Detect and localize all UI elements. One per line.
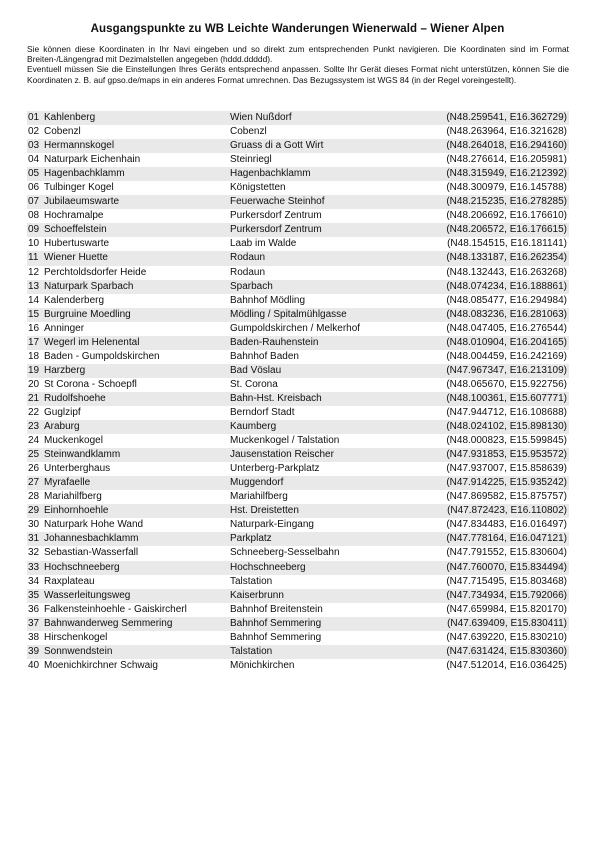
row-number: 16 bbox=[28, 322, 40, 334]
coordinates: (N47.944712, E16.108688) bbox=[446, 407, 567, 418]
starting-point: Hst. Dreistetten bbox=[230, 504, 426, 518]
destination-name: Naturpark Sparbach bbox=[42, 280, 230, 294]
destination-name: Sebastian-Wasserfall bbox=[44, 547, 139, 559]
row-number: 08 bbox=[28, 210, 40, 222]
table-row bbox=[27, 476, 569, 490]
row-number: 40 bbox=[28, 659, 40, 671]
coordinates: (N47.967347, E16.213109) bbox=[426, 364, 569, 378]
destination-name: Hirschenkogel bbox=[44, 631, 108, 643]
destination-name: St Corona - Schoepfl bbox=[44, 378, 137, 390]
coordinates: (N47.760070, E15.834494) bbox=[426, 561, 569, 575]
table-row bbox=[27, 237, 569, 251]
row-number: 15 bbox=[27, 308, 42, 322]
starting-point: Cobenzl bbox=[230, 126, 267, 138]
row-number: 09 bbox=[27, 223, 42, 237]
destination-name: Kalenderberg bbox=[44, 294, 105, 306]
destination-name: Mariahilfberg bbox=[44, 491, 102, 503]
page-title: Ausgangspunkte zu WB Leichte Wanderungen Wienerwald – Wiener Alpen bbox=[90, 23, 505, 35]
destination-name: Muckenkogel bbox=[44, 435, 103, 447]
coordinates: (N48.263964, E16.321628) bbox=[446, 126, 567, 138]
row-number: 35 bbox=[27, 589, 42, 603]
row-number: 02 bbox=[28, 126, 40, 138]
starting-point: Bahnhof Semmering bbox=[230, 617, 426, 631]
starting-point: Unterberg-Parkplatz bbox=[230, 463, 320, 475]
destination-name: Wegerl im Helenental bbox=[42, 336, 230, 350]
coordinates: (N48.100361, E15.607771) bbox=[426, 392, 569, 406]
starting-point: Mödling / Spitalmühlgasse bbox=[230, 308, 426, 322]
starting-points-body bbox=[27, 111, 569, 673]
starting-point: Berndorf Stadt bbox=[230, 407, 295, 418]
row-number: 31 bbox=[27, 532, 42, 546]
table-row bbox=[27, 645, 569, 659]
row-number: 28 bbox=[28, 491, 40, 503]
table-row bbox=[27, 490, 569, 504]
destination-name: Naturpark Hohe Wand bbox=[44, 519, 144, 531]
starting-point: Naturpark-Eingang bbox=[230, 519, 314, 531]
row-number: 36 bbox=[28, 603, 40, 615]
coordinates: (N48.276614, E16.205981) bbox=[446, 154, 567, 166]
starting-point: Muckenkogel / Talstation bbox=[230, 435, 340, 447]
row-number: 12 bbox=[28, 266, 40, 278]
coordinates: (N48.000823, E15.599845) bbox=[446, 435, 567, 447]
row-number: 11 bbox=[27, 251, 42, 265]
coordinates: (N47.639220, E15.830210) bbox=[446, 631, 567, 643]
coordinates: (N48.315949, E16.212392) bbox=[426, 167, 569, 181]
table-row bbox=[27, 181, 569, 195]
row-number: 07 bbox=[27, 195, 42, 209]
row-number: 19 bbox=[27, 364, 42, 378]
coordinates: (N48.259541, E16.362729) bbox=[426, 111, 569, 125]
intro-paragraph-1: Sie können diese Koordinaten in Ihr Navi eingeben und so direkt zum entsprechenden Punkt navigieren. Die Koordinaten sind im Format Breiten-/Längengrad mit Dezimalstellen angegeben (hddd.ddddd). bbox=[27, 44, 569, 65]
table-row bbox=[27, 546, 569, 560]
row-number: 22 bbox=[28, 407, 40, 418]
starting-point: Rodaun bbox=[230, 266, 266, 278]
coordinates: (N48.264018, E16.294160) bbox=[426, 139, 569, 153]
coordinates: (N48.154515, E16.181141) bbox=[447, 238, 567, 250]
table-row bbox=[27, 350, 569, 364]
coordinates: (N47.937007, E15.858639) bbox=[446, 463, 567, 475]
starting-point: Mönichkirchen bbox=[230, 659, 295, 671]
row-number: 17 bbox=[27, 336, 42, 350]
table-row bbox=[27, 266, 569, 280]
row-number: 14 bbox=[28, 294, 40, 306]
row-number: 26 bbox=[28, 463, 40, 475]
destination-name: Hochramalpe bbox=[44, 210, 104, 222]
row-number: 39 bbox=[27, 645, 42, 659]
coordinates: (N47.631424, E15.830360) bbox=[426, 645, 569, 659]
starting-point: Kaumberg bbox=[230, 420, 426, 434]
starting-point: Kaiserbrunn bbox=[230, 589, 426, 603]
coordinates: (N48.133187, E16.262354) bbox=[426, 251, 569, 265]
destination-name: Schoeffelstein bbox=[42, 223, 230, 237]
row-number: 10 bbox=[28, 238, 40, 250]
row-number: 05 bbox=[27, 167, 42, 181]
destination-name: Harzberg bbox=[42, 364, 230, 378]
table-row bbox=[27, 322, 569, 336]
row-number: 24 bbox=[28, 435, 40, 447]
starting-point: Muggendorf bbox=[230, 476, 426, 490]
coordinates: (N47.914225, E15.935242) bbox=[426, 476, 569, 490]
row-number: 27 bbox=[27, 476, 42, 490]
table-row bbox=[27, 251, 569, 265]
row-number: 20 bbox=[28, 378, 40, 390]
coordinates: (N47.512014, E16.036425) bbox=[446, 659, 567, 671]
destination-name: Moenichkirchner Schwaig bbox=[44, 659, 158, 671]
coordinates: (N48.047405, E16.276544) bbox=[446, 322, 567, 334]
destination-name: Naturpark Eichenhain bbox=[44, 154, 141, 166]
destination-name: Wiener Huette bbox=[42, 251, 230, 265]
table-row bbox=[27, 280, 569, 294]
destination-name: Araburg bbox=[42, 420, 230, 434]
starting-point: Feuerwache Steinhof bbox=[230, 195, 426, 209]
table-row bbox=[27, 209, 569, 223]
starting-point: Bahn-Hst. Kreisbach bbox=[230, 392, 426, 406]
starting-point: Hagenbachklamm bbox=[230, 167, 426, 181]
starting-point: Hochschneeberg bbox=[230, 561, 426, 575]
destination-name: Myrafaelle bbox=[42, 476, 230, 490]
coordinates: (N47.872423, E16.110802) bbox=[426, 504, 569, 518]
intro-paragraph-2: Eventuell müssen Sie die Einstellungen Ihres Geräts entsprechend anpassen. Sollte Ihr Gerät dieses Format nicht unterstützen, können Sie die Koordinaten z. B. auf gpso.de/maps in ein anderes Format umrechnen. Das Bezugssystem ist WGS 84 (in der Regel voreingestellt). bbox=[27, 64, 569, 85]
starting-point: Steinriegl bbox=[230, 154, 272, 166]
starting-point: Talstation bbox=[230, 645, 426, 659]
row-number: 23 bbox=[27, 420, 42, 434]
table-row bbox=[27, 294, 569, 308]
table-row bbox=[27, 589, 569, 603]
coordinates: (N48.085477, E16.294984) bbox=[446, 294, 567, 306]
destination-name: Raxplateau bbox=[44, 575, 95, 587]
coordinates: (N48.024102, E15.898130) bbox=[426, 420, 569, 434]
coordinates: (N48.215235, E16.278285) bbox=[426, 195, 569, 209]
starting-point: Jausenstation Reischer bbox=[230, 448, 426, 462]
table-row bbox=[27, 575, 569, 589]
destination-name: Cobenzl bbox=[44, 126, 81, 138]
destination-name: Hochschneeberg bbox=[42, 561, 230, 575]
destination-name: Perchtoldsdorfer Heide bbox=[44, 266, 147, 278]
starting-point: Baden-Rauhenstein bbox=[230, 336, 426, 350]
coordinates: (N47.639409, E15.830411) bbox=[426, 617, 569, 631]
coordinates: (N47.778164, E16.047121) bbox=[426, 532, 569, 546]
coordinates: (N48.132443, E16.263268) bbox=[446, 266, 567, 278]
coordinates: (N48.074234, E16.188861) bbox=[426, 280, 569, 294]
row-number: 38 bbox=[28, 631, 40, 643]
table-row bbox=[27, 308, 569, 322]
table-row bbox=[27, 631, 569, 645]
row-number: 37 bbox=[27, 617, 42, 631]
table-row bbox=[27, 336, 569, 350]
destination-name: Tulbinger Kogel bbox=[44, 182, 114, 194]
starting-point: Bahnhof Mödling bbox=[230, 294, 306, 306]
coordinates: (N47.834483, E16.016497) bbox=[446, 519, 567, 531]
table-row bbox=[27, 420, 569, 434]
starting-point: Sparbach bbox=[230, 280, 426, 294]
table-row bbox=[27, 617, 569, 631]
table-row bbox=[27, 223, 569, 237]
destination-name: Wasserleitungsweg bbox=[42, 589, 230, 603]
destination-name: Steinwandklamm bbox=[42, 448, 230, 462]
table-row bbox=[27, 364, 569, 378]
coordinates: (N48.206692, E16.176610) bbox=[446, 210, 567, 222]
starting-point: Purkersdorf Zentrum bbox=[230, 223, 426, 237]
row-number: 25 bbox=[27, 448, 42, 462]
destination-name: Hubertuswarte bbox=[44, 238, 110, 250]
coordinates: (N47.659984, E15.820170) bbox=[446, 603, 567, 615]
destination-name: Unterberghaus bbox=[44, 463, 111, 475]
coordinates: (N47.791552, E15.830604) bbox=[446, 547, 567, 559]
starting-point: Gruass di a Gott Wirt bbox=[230, 139, 426, 153]
destination-name: Einhornhoehle bbox=[42, 504, 230, 518]
destination-name: Anninger bbox=[44, 322, 85, 334]
row-number: 06 bbox=[28, 182, 40, 194]
destination-name: Baden - Gumpoldskirchen bbox=[44, 350, 160, 362]
row-number: 33 bbox=[27, 561, 42, 575]
starting-point: Talstation bbox=[230, 575, 273, 587]
table-row bbox=[27, 406, 569, 420]
intro-text bbox=[27, 44, 569, 85]
destination-name: Bahnwanderweg Semmering bbox=[42, 617, 230, 631]
destination-name: Hermannskogel bbox=[42, 139, 230, 153]
row-number: 03 bbox=[27, 139, 42, 153]
row-number: 32 bbox=[28, 547, 40, 559]
destination-name: Jubilaeumswarte bbox=[42, 195, 230, 209]
row-number: 30 bbox=[28, 519, 40, 531]
table-row bbox=[27, 392, 569, 406]
destination-name: Burgruine Moedling bbox=[42, 308, 230, 322]
starting-point: Parkplatz bbox=[230, 532, 426, 546]
table-row bbox=[27, 153, 569, 167]
row-number: 18 bbox=[28, 350, 40, 362]
coordinates: (N48.300979, E16.145788) bbox=[446, 182, 567, 194]
table-row bbox=[27, 518, 569, 532]
table-row bbox=[27, 111, 569, 125]
starting-point: Purkersdorf Zentrum bbox=[230, 210, 322, 222]
starting-points-table bbox=[27, 111, 569, 673]
coordinates: (N48.083236, E16.281063) bbox=[426, 308, 569, 322]
coordinates: (N48.206572, E16.176615) bbox=[426, 223, 569, 237]
coordinates: (N47.715495, E15.803468) bbox=[446, 575, 567, 587]
destination-name: Rudolfshoehe bbox=[42, 392, 230, 406]
table-row bbox=[27, 561, 569, 575]
table-row bbox=[27, 139, 569, 153]
starting-point: Schneeberg-Sesselbahn bbox=[230, 547, 340, 559]
coordinates: (N48.004459, E16.242169) bbox=[446, 350, 567, 362]
row-number: 04 bbox=[28, 154, 40, 166]
table-row bbox=[27, 125, 569, 139]
destination-name: Kahlenberg bbox=[42, 111, 230, 125]
row-number: 13 bbox=[27, 280, 42, 294]
starting-point: Bahnhof Baden bbox=[230, 350, 299, 362]
destination-name: Hagenbachklamm bbox=[42, 167, 230, 181]
destination-name: Guglzipf bbox=[44, 407, 81, 418]
table-row bbox=[27, 659, 569, 673]
starting-point: Bad Vöslau bbox=[230, 364, 426, 378]
table-row bbox=[27, 378, 569, 392]
table-row bbox=[27, 434, 569, 448]
coordinates: (N48.065670, E15.922756) bbox=[446, 378, 567, 390]
row-number: 01 bbox=[27, 111, 42, 125]
starting-point: Königstetten bbox=[230, 182, 286, 194]
starting-point: Laab im Walde bbox=[230, 238, 297, 250]
starting-point: Mariahilfberg bbox=[230, 491, 288, 503]
table-row bbox=[27, 195, 569, 209]
starting-point: Rodaun bbox=[230, 251, 426, 265]
coordinates: (N48.010904, E16.204165) bbox=[426, 336, 569, 350]
row-number: 34 bbox=[28, 575, 40, 587]
row-number: 21 bbox=[27, 392, 42, 406]
starting-point: St. Corona bbox=[230, 378, 278, 390]
coordinates: (N47.931853, E15.953572) bbox=[426, 448, 569, 462]
starting-point: Bahnhof Semmering bbox=[230, 631, 322, 643]
starting-point: Wien Nußdorf bbox=[230, 111, 426, 125]
destination-name: Sonnwendstein bbox=[42, 645, 230, 659]
table-row bbox=[27, 603, 569, 617]
row-number: 29 bbox=[27, 504, 42, 518]
starting-point: Gumpoldskirchen / Melkerhof bbox=[230, 322, 361, 334]
table-row bbox=[27, 448, 569, 462]
destination-name: Johannesbachklamm bbox=[42, 532, 230, 546]
table-row bbox=[27, 504, 569, 518]
destination-name: Falkensteinhoehle - Gaiskircherl bbox=[44, 603, 187, 615]
table-row bbox=[27, 532, 569, 546]
starting-point: Bahnhof Breitenstein bbox=[230, 603, 323, 615]
table-row bbox=[27, 462, 569, 476]
coordinates: (N47.869582, E15.875757) bbox=[446, 491, 567, 503]
coordinates: (N47.734934, E15.792066) bbox=[426, 589, 569, 603]
table-row bbox=[27, 167, 569, 181]
